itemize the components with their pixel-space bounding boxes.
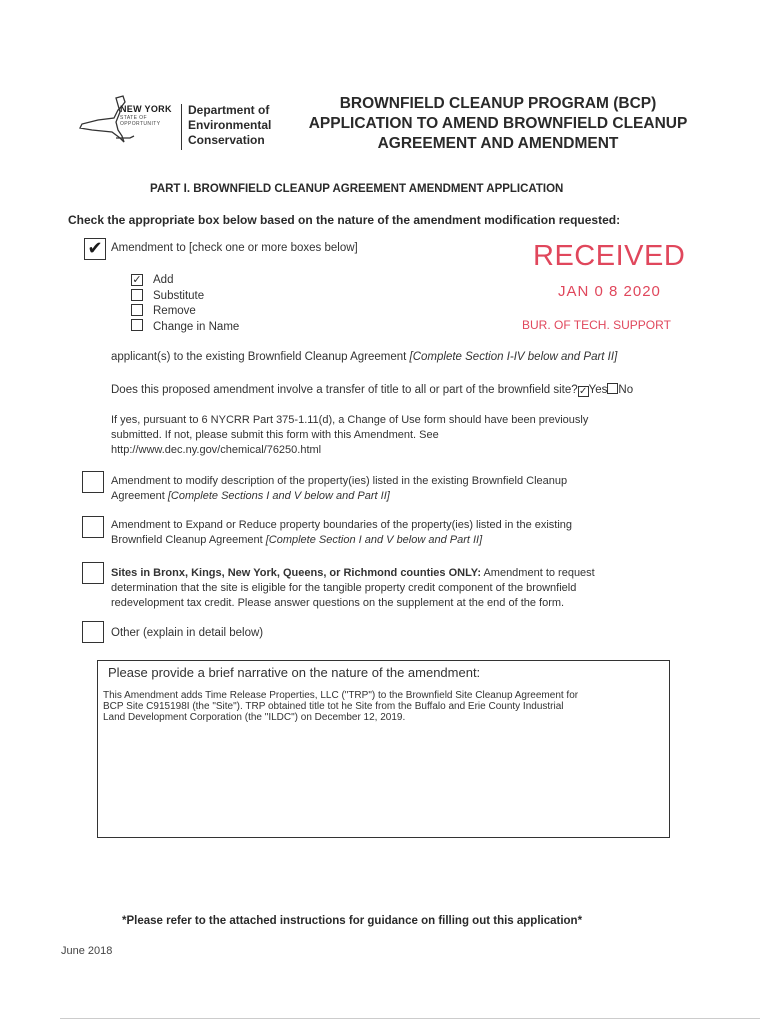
form-title: BROWNFIELD CLEANUP PROGRAM (BCP) APPLICATION TO AMEND BROWNFIELD CLEANUP AGREEMENT AND AMENDMENT [308, 95, 688, 152]
footer-note: *Please refer to the attached instructions for guidance on filling out this application* [122, 915, 583, 927]
logo-divider [181, 104, 182, 150]
other-label: Other (explain in detail below) [111, 627, 264, 639]
yes-checkbox[interactable]: ✓ [578, 386, 588, 397]
narrative-textarea[interactable] [97, 660, 670, 838]
amendment-to-checkbox[interactable]: ✔ [84, 238, 106, 260]
department-name: Department of Environmental Conservation [188, 103, 272, 147]
expand-reduce-checkbox[interactable] [82, 516, 104, 538]
instruction-text: Check the appropriate box below based on the nature of the amendment modification requested: [68, 213, 621, 227]
modify-description-label: Amendment to modify description of the property(ies) listed in the existing Brownfield Cleanup Agreement [Complete Sections I and V below and Part II] [111, 475, 568, 502]
change-of-use-link[interactable]: http://www.dec.ny.gov/chemical/76250.html [111, 444, 322, 456]
narrative-prompt: Please provide a brief narrative on the nature of the amendment: [108, 665, 481, 680]
change-in-name-label: Change in Name [153, 321, 240, 333]
amendment-to-label: Amendment to [check one or more boxes below] [111, 242, 358, 254]
logo-state-tagline: STATE OF OPPORTUNITY [120, 115, 161, 127]
form-date: June 2018 [61, 945, 113, 957]
if-yes-instructions: If yes, pursuant to 6 NYCRR Part 375-1.11(d), a Change of Use form should have been previously submitted. If not, please submit this form with this Amendment. See http://www.dec.ny.gov/chemical/76250.html [111, 414, 589, 456]
tangible-property-credit-label: Sites in Bronx, Kings, New York, Queens, or Richmond counties ONLY: Amendment to request determination that the site is eligible for the tangible property credit component of the brownfield redevelopment tax credit. Please answer questions on the supplement at the end of the form. [111, 567, 595, 609]
modify-description-checkbox[interactable] [82, 471, 104, 493]
other-checkbox[interactable] [82, 621, 104, 643]
no-checkbox[interactable] [607, 383, 618, 394]
tangible-property-credit-checkbox[interactable] [82, 562, 104, 584]
received-stamp-date: JAN 0 8 2020 [558, 283, 661, 300]
received-stamp-office: BUR. OF TECH. SUPPORT [522, 318, 671, 332]
remove-checkbox[interactable] [131, 304, 143, 316]
part-heading: PART I. BROWNFIELD CLEANUP AGREEMENT AMENDMENT APPLICATION [150, 183, 564, 195]
add-checkbox[interactable]: ✓ [132, 274, 142, 286]
no-label: No [618, 384, 634, 396]
substitute-checkbox[interactable] [131, 289, 143, 301]
narrative-text: This Amendment adds Time Release Properties, LLC ("TRP") to the Brownfield Site Cleanup Agreement for BCP Site C915198I (the "Site"). TRP obtained title tot he Site from the Buffalo and Erie County Industrial Land Development Corporation (the "ILDC") on December 12, 2019. [103, 690, 579, 723]
logo-state-name: NEW YORK [120, 104, 172, 114]
page-bottom-rule [60, 1018, 760, 1019]
remove-label: Remove [153, 305, 196, 317]
yes-label: Yes [588, 384, 608, 396]
transfer-question: Does this proposed amendment involve a transfer of title to all or part of the brownfield site?✓Yes No [111, 384, 634, 397]
add-label: Add [153, 274, 174, 286]
applicant-text: applicant(s) to the existing Brownfield Cleanup Agreement [Complete Section I-IV below and Part II] [111, 351, 618, 363]
received-stamp: RECEIVED [533, 240, 686, 272]
substitute-label: Substitute [153, 290, 205, 302]
change-in-name-checkbox[interactable] [131, 319, 143, 331]
expand-reduce-label: Amendment to Expand or Reduce property boundaries of the property(ies) listed in the existing Brownfield Cleanup Agreement [Complete Section I and V below and Part II] [111, 519, 573, 546]
